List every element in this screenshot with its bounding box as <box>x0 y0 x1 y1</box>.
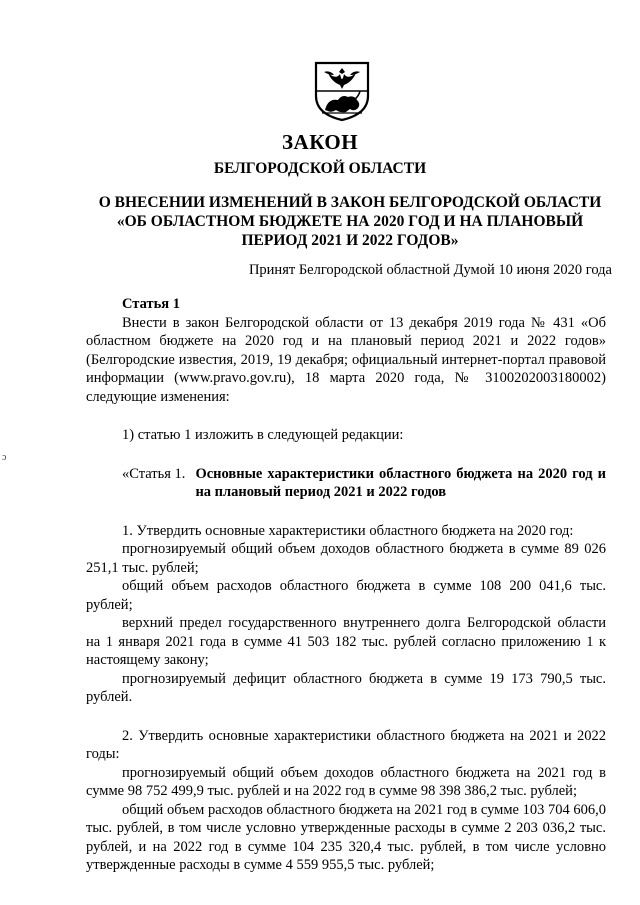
main-title-line: О ВНЕСЕНИИ ИЗМЕНЕНИЙ В ЗАКОН БЕЛГОРОДСКОЙ ОБЛАСТИ <box>98 194 602 211</box>
main-title-line: «ОБ ОБЛАСТНОМ БЮДЖЕТЕ НА 2020 ГОД И НА ПЛАНОВЫЙ <box>116 213 584 230</box>
section-item: прогнозируемый дефицит областного бюджета в сумме 19 173 790,5 тыс. рублей. <box>86 670 606 705</box>
section-item: общий объем расходов областного бюджета на 2021 год в сумме 103 704 606,0 тыс. рублей, в том числе условно утвержденные расходы в сумме 2 203 036,2 тыс. рублей, и на 2022 год в сумме 104 235 320,4 тыс. рублей, в том числе условно утвержденные расходы в сумме 4 559 955,5 тыс. рублей; <box>86 801 606 873</box>
document-body <box>86 295 606 875</box>
section-lead: 1. Утвердить основные характеристики областного бюджета на 2020 год: <box>122 522 574 539</box>
section-item: прогнозируемый общий объем доходов областного бюджета в сумме 89 026 251,1 тыс. рублей; <box>86 541 606 576</box>
main-title-line: ПЕРИОД 2021 И 2022 ГОДОВ» <box>241 232 459 249</box>
intro-paragraph: Внести в закон Белгородской области от 13 декабря 2019 года № 431 «Об областном бюджете на 2020 год и на плановый период 2021 и 2022 годов» (Белгородские известия, 2019, 19 декабря; официальный интернет-портал правовой информации (www.pravo.gov.ru), 18 марта 2020 года, № 3100202003180002) следующие изменения: <box>86 314 606 405</box>
region-title: БЕЛГОРОДСКОЙ ОБЛАСТИ <box>213 160 427 177</box>
article-heading: Статья 1 <box>122 296 180 312</box>
coat-of-arms-icon <box>310 60 374 122</box>
law-title: ЗАКОН <box>281 130 359 154</box>
adoption-line: Принят Белгородской областной Думой 10 июня 2020 года <box>248 262 612 278</box>
section-item: прогнозируемый общий объем доходов областного бюджета на 2021 год в сумме 98 752 499,9 тыс. рублей и на 2022 год в сумме 98 398 386,2 тыс. рублей; <box>86 764 606 799</box>
quoted-article-number: «Статья 1. <box>122 465 186 482</box>
amendment-item: 1) статью 1 изложить в следующей редакции: <box>122 427 404 443</box>
margin-mark: ɔ <box>2 452 7 463</box>
quoted-article-heading <box>122 465 606 502</box>
section-lead: 2. Утвердить основные характеристики областного бюджета на 2021 и 2022 годы: <box>86 727 606 762</box>
section-item: верхний предел государственного внутреннего долга Белгородской области на 1 января 2021 года в сумме 41 503 182 тыс. рублей согласно приложению 1 к настоящему закону; <box>86 615 606 668</box>
quoted-article-title: Основные характеристики областного бюджета на 2020 год и на плановый период 2021 и 2022 годов <box>195 465 606 500</box>
document-main-title <box>80 193 620 250</box>
section-item: общий объем расходов областного бюджета в сумме 108 200 041,6 тыс. рублей; <box>86 578 606 613</box>
